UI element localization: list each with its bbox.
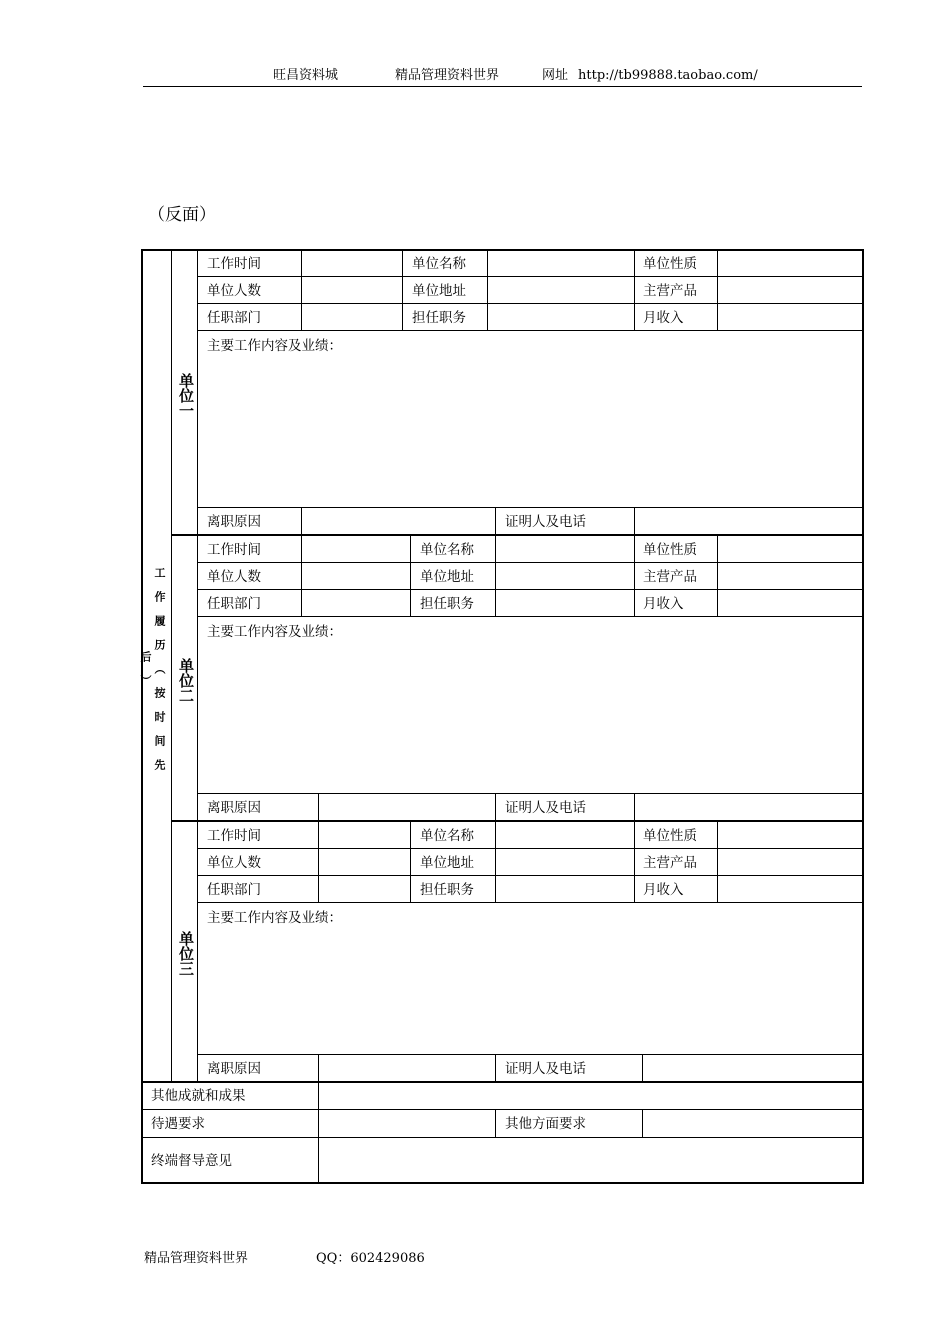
divider <box>197 875 863 876</box>
label-company-address: 单位地址 <box>420 569 474 585</box>
unit-label-2: 单位二 <box>177 657 195 703</box>
label-monthly-income: 月收入 <box>643 310 684 326</box>
label-company-size: 单位人数 <box>207 569 261 585</box>
divider <box>197 330 863 331</box>
label-main-product: 主营产品 <box>643 855 697 871</box>
label-other-requirements: 其他方面要求 <box>505 1116 586 1132</box>
label-work-content: 主要工作内容及业绩： <box>207 624 342 640</box>
divider <box>410 822 411 903</box>
divider <box>487 250 488 331</box>
divider <box>197 848 863 849</box>
divider <box>197 562 863 563</box>
header-url-label: 网址 <box>542 68 569 83</box>
divider <box>410 536 411 617</box>
divider <box>402 250 403 331</box>
divider <box>495 1109 496 1138</box>
footer-slogan: 精品管理资料世界 <box>144 1251 249 1266</box>
label-work-time: 工作时间 <box>207 828 261 844</box>
label-reference: 证明人及电话 <box>505 1061 586 1077</box>
unit-label-3: 单位三 <box>177 930 195 976</box>
divider <box>197 616 863 617</box>
label-department: 任职部门 <box>207 596 261 612</box>
label-company-type: 单位性质 <box>643 828 697 844</box>
divider <box>197 276 863 277</box>
divider <box>318 793 319 821</box>
header-shop: 旺昌资料城 <box>273 68 339 83</box>
label-leave-reason: 离职原因 <box>207 800 261 816</box>
header-url[interactable]: http://tb99888.taobao.com/ <box>578 68 758 83</box>
label-company-size: 单位人数 <box>207 283 261 299</box>
label-leave-reason: 离职原因 <box>207 1061 261 1077</box>
divider <box>142 1109 863 1110</box>
label-monthly-income: 月收入 <box>643 882 684 898</box>
divider <box>634 250 635 331</box>
label-reference: 证明人及电话 <box>505 514 586 530</box>
divider <box>717 822 718 903</box>
label-main-product: 主营产品 <box>643 283 697 299</box>
divider <box>171 250 172 1082</box>
divider <box>642 1109 643 1138</box>
label-company-type: 单位性质 <box>643 542 697 558</box>
label-company-type: 单位性质 <box>643 256 697 272</box>
page-side-title: （反面） <box>148 205 216 225</box>
label-position: 担任职务 <box>412 310 466 326</box>
label-company-size: 单位人数 <box>207 855 261 871</box>
divider <box>634 793 635 821</box>
label-company-address: 单位地址 <box>420 855 474 871</box>
header-slogan: 精品管理资料世界 <box>395 68 500 83</box>
divider <box>171 534 863 536</box>
footer-qq: QQ：602429086 <box>316 1251 425 1266</box>
label-department: 任职部门 <box>207 882 261 898</box>
label-department: 任职部门 <box>207 310 261 326</box>
divider <box>318 1082 319 1183</box>
divider <box>197 1054 863 1055</box>
label-work-content: 主要工作内容及业绩： <box>207 338 342 354</box>
divider <box>717 250 718 331</box>
label-supervisor-opinion: 终端督导意见 <box>151 1153 232 1169</box>
label-company-name: 单位名称 <box>420 542 474 558</box>
divider <box>634 507 635 535</box>
divider <box>197 902 863 903</box>
label-other-achievements: 其他成就和成果 <box>151 1088 246 1104</box>
label-salary-requirement: 待遇要求 <box>151 1116 205 1132</box>
divider <box>197 589 863 590</box>
divider <box>495 536 496 617</box>
unit-label-1: 单位一 <box>177 372 195 418</box>
divider <box>634 536 635 617</box>
divider <box>197 303 863 304</box>
divider <box>142 1081 863 1083</box>
label-work-time: 工作时间 <box>207 256 261 272</box>
label-position: 担任职务 <box>420 596 474 612</box>
divider <box>171 820 863 822</box>
label-company-name: 单位名称 <box>420 828 474 844</box>
divider <box>495 1054 496 1082</box>
work-history-form <box>141 249 864 1184</box>
divider <box>495 507 496 535</box>
label-main-product: 主营产品 <box>643 569 697 585</box>
divider <box>318 1054 319 1082</box>
label-work-time: 工作时间 <box>207 542 261 558</box>
divider <box>495 793 496 821</box>
divider <box>318 822 319 903</box>
label-position: 担任职务 <box>420 882 474 898</box>
section-label-work-history: 工作履历（按时间先后） <box>139 567 166 783</box>
label-reference: 证明人及电话 <box>505 800 586 816</box>
divider <box>197 507 863 508</box>
label-company-address: 单位地址 <box>412 283 466 299</box>
label-work-content: 主要工作内容及业绩： <box>207 910 342 926</box>
label-leave-reason: 离职原因 <box>207 514 261 530</box>
divider <box>301 536 302 617</box>
divider <box>717 536 718 617</box>
divider <box>634 822 635 903</box>
divider <box>642 1054 643 1082</box>
label-monthly-income: 月收入 <box>643 596 684 612</box>
page-header <box>143 66 862 87</box>
divider <box>301 507 302 535</box>
divider <box>301 250 302 331</box>
divider <box>197 793 863 794</box>
label-company-name: 单位名称 <box>412 256 466 272</box>
divider <box>142 1137 863 1138</box>
divider <box>495 822 496 903</box>
